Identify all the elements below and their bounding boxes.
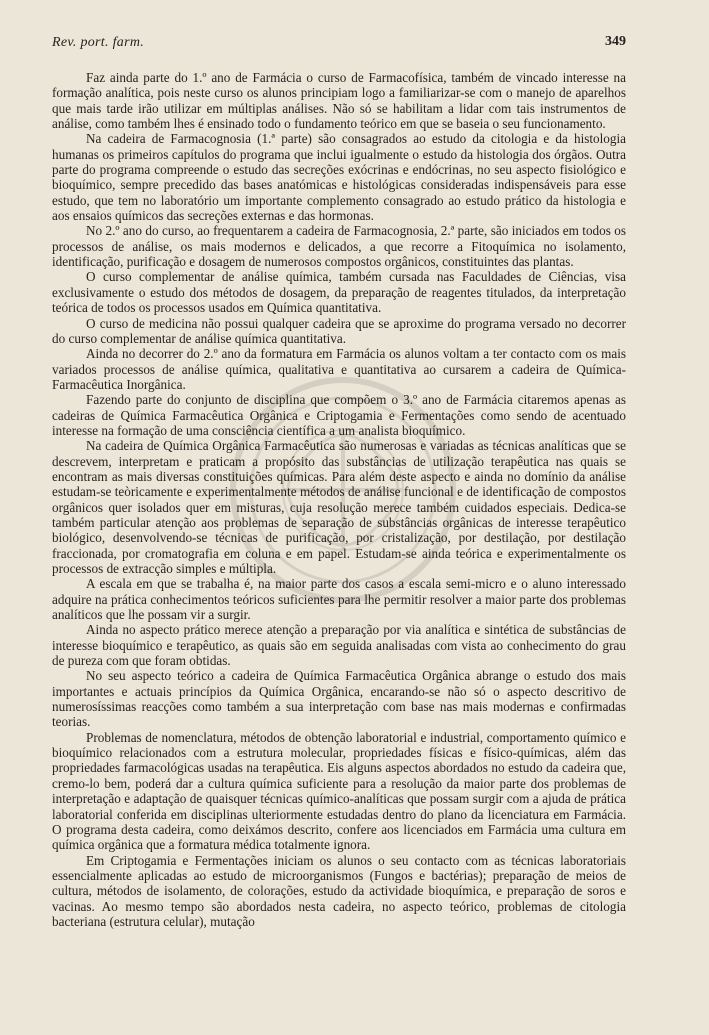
paragraph: No 2.º ano do curso, ao frequentarem a cadeira de Farmacognosia, 2.ª parte, são iniciados em todos os processos de análise, os mais modernos e delicados, a que recorre a Fitoquímica no isolamento, identificação, purificação e dosagem de numerosos compostos orgânicos, constituintes das plantas. [52, 223, 626, 270]
paragraph: Em Criptogamia e Fermentações iniciam os alunos o seu contacto com as técnicas laboratoriais essencialmente aplicadas ao estudo de microorganismos (Fungos e bactérias); preparação de meios de cultura, métodos de isolamento, de colorações, estudo da actividade bioquímica, e preparação de soros e vacinas. Ao mesmo tempo são abordados nesta cadeira, no aspecto teórico, problemas de citologia bacteriana (estrutura celular), mutação [52, 852, 626, 929]
paragraph: No seu aspecto teórico a cadeira de Química Farmacêutica Orgânica abrange o estudo dos mais importantes e actuais princípios da Química Orgânica, encarando-se não só o aspecto descritivo de numerosíssimas reacções como também a sua interpretação com base nas mais modernas e confirmadas teorias. [52, 668, 626, 730]
article-body [52, 70, 626, 929]
paragraph: Ainda no aspecto prático merece atenção a preparação por via analítica e sintética de substâncias de interesse bioquímico e terapêutico, as quais são em seguida analisadas com vista ao conhecimento do grau de pureza com que foram obtidas. [52, 622, 626, 669]
paragraph: Problemas de nomenclatura, métodos de obtenção laboratorial e industrial, comportamento químico e bioquímico relacionados com a estrutura molecular, propriedades físicas e físico-químicas, além das propriedades farmacológicas usadas na terapêutica. Eis alguns aspectos abordados no estudo da cadeira que, cremo-lo bem, poderá dar a cultura química suficiente para a resolução da maior parte dos problemas de interpretação e adaptação de quaisquer técnicas químico-analíticas que possam surgir com a ajuda de prática laboratorial conferida em disciplinas ulteriormente estudadas dentro do plano da licenciatura em Farmácia. O programa desta cadeira, como deixámos descrito, confere aos licenciados em Farmácia uma cultura em química orgânica que a formatura médica totalmente ignora. [52, 729, 626, 853]
paragraph: Faz ainda parte do 1.º ano de Farmácia o curso de Farmacofísica, também de vincado interesse na formação analítica, pois neste curso os alunos principiam logo a familiarizar-se com o manejo de aparelhos que mais tarde irão utilizar em múltiplas análises. Não só se habilitam a lidar com tais instrumentos de análise, como também lhes é ensinado todo o fundamento teórico em que se baseia o seu funcionamento. [52, 70, 626, 132]
paragraph: Na cadeira de Química Orgânica Farmacêutica são numerosas e variadas as técnicas analíticas que se descrevem, interpretam e praticam a propósito das substâncias de utilização terapêutica nas quais se encontram as mais diversas constituições químicas. Para além deste aspecto e ainda no domínio da análise estudam-se teòricamente e experimentalmente métodos de análise funcional e de identificação de compostos orgânicos quer isolados quer em misturas, cuja resolução merece também cuidados especiais. Dedica-se também particular atenção aos problemas de separação de substâncias orgânicas de interesse terapêutico biológico, desenvolvendo-se técnicas de purificação, por cristalização, por destilação, por destilação fraccionada, por cromatografia em coluna e em papel. Estudam-se ainda teórica e experimentalmente os processos de extracção simples e múltipla. [52, 438, 626, 576]
paragraph: Fazendo parte do conjunto de disciplina que compõem o 3.º ano de Farmácia citaremos apenas as cadeiras de Química Farmacêutica Orgânica e Criptogamia e Fermentações como sendo de acentuado interesse na formação de uma consciência científica a um analista bioquímico. [52, 392, 626, 438]
page-number: 349 [605, 34, 626, 49]
paragraph: Na cadeira de Farmacognosia (1.ª parte) são consagrados ao estudo da citologia e da histologia humanas os primeiros capítulos do programa que inclui igualmente o estudo da histologia dos órgãos. Outra parte do programa compreende o estudo das secreções exócrinas e endócrinas, no seu aspecto fisiológico e bioquímico, sempre precedido das bases anatómicas e histológicas consideradas indispensáveis para esse estudo, que tem no laboratório um importante complemento consagrado ao estudo prático da histologia e aos ensaios químicos das secreções externas e das hormonas. [52, 131, 626, 224]
paragraph: O curso complementar de análise química, também cursada nas Faculdades de Ciências, visa exclusivamente o estudo dos métodos de dosagem, da preparação de reagentes titulados, da interpretação teórica de todos os processos usados em Química quantitativa. [52, 269, 626, 316]
running-head: Rev. port. farm. [52, 35, 145, 50]
paragraph: O curso de medicina não possui qualquer cadeira que se aproxime do programa versado no decorrer do curso complementar de análise química quantitativa. [52, 315, 626, 346]
paragraph: Ainda no decorrer do 2.º ano da formatura em Farmácia os alunos voltam a ter contacto com os mais variados processos de análise química, qualitativa e quantitativa ao cursarem a cadeira de Química-Farmacêutica Inorgânica. [52, 346, 626, 392]
paragraph: A escala em que se trabalha é, na maior parte dos casos a escala semi-micro e o aluno interessado adquire na prática conhecimentos teóricos suficientes para lhe permitir resolver a maior parte dos problemas analíticos que lhe possam vir a surgir. [52, 576, 626, 623]
